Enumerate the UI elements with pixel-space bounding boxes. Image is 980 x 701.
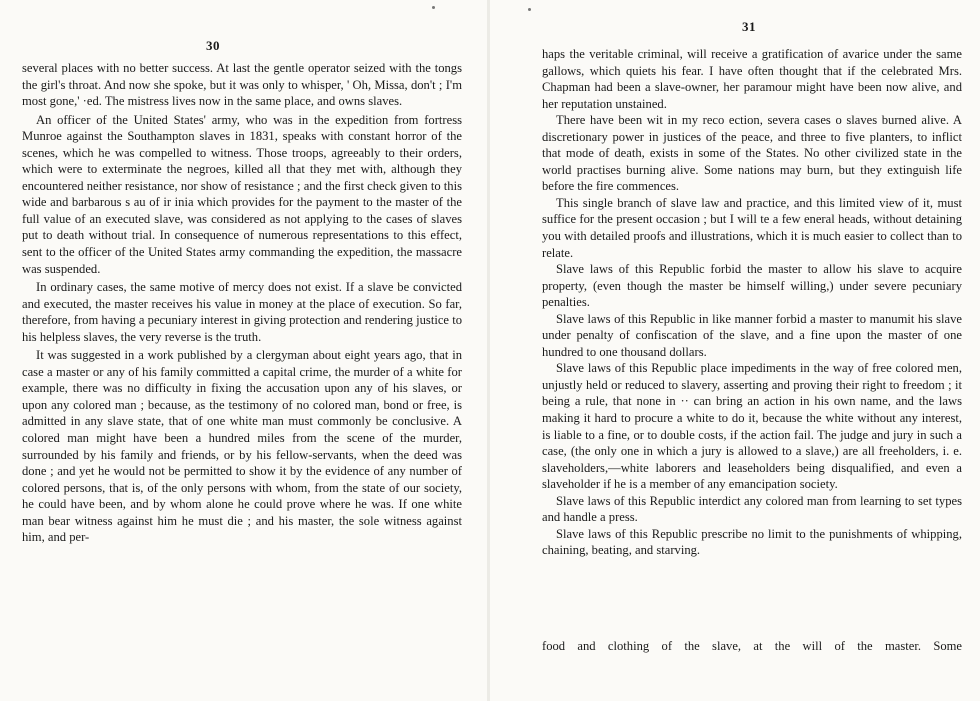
paragraph: It was suggested in a work published by a clergyman about eight years ago, that in case a master or any of his family committed a capital crime, the murder of a white for example, there was no difficulty in fixing the accusation upon any of his slaves, or upon any colored man ; because, as the testimony of no colored man, bond or free, is admitted in any slave state, that of one white man must commonly be conclusive. A colored man might have been a hundred miles from the scene of the murder, surrounded by his family and friends, or by his fellow-servants, when the deed was done ; and yet he would not be permitted to show it by the evidence of any number of colored persons, that is, of the only persons with whom, from the state of our society, he could have been, and by whom alone he could prove where he was. If one white man bear witness against him he must die ; and his master, the sole witness against him, and per- — [22, 348, 462, 545]
paragraph: Slave laws of this Republic interdict any colored man from learning to set types and handle a press. — [542, 493, 962, 525]
paragraph: several places with no better success. At last the gentle operator seized with the tongs the girl's throat. And now she spoke, but it was only to whisper, ' Oh, Missa, don't ; I'm most gone,' ·ed. The mistress lives now in the same place, and owns slaves. — [22, 61, 462, 109]
paragraph: An officer of the United States' army, who was in the expedition from fortress Munroe against the Southampton slaves in 1831, speaks with constant horror of the scenes, which he was compelled to witness. Those troops, agreeably to their orders, which were to exterminate the negroes, killed all that they met with, although they encountered neither resistance, nor show of resistance ; and the first check given to this wide and barbarous s au of ir inia which provides for the payment to the master of the full value of an executed slave, was considered as not applying to the cases of slaves put to death without trial. In consequence of numerous representations to this effect, sent to the officer of the United States army commanding the expedition, the massacre was suspended. — [22, 112, 462, 276]
paragraph: Slave laws of this Republic prescribe no limit to the punishments of whipping, chaining, beating, and starving. — [542, 526, 962, 558]
right-page — [490, 0, 980, 701]
page-last-line: food and clothing of the slave, at the will of the master. Some — [542, 639, 962, 653]
paragraph: haps the veritable criminal, will receive a gratification of avarice under the same gallows, which quiets his fear. I have often thought that if the celebrated Mrs. Chapman had been a slave-owner, her paramour might have been now alive, and her reputation unstained. — [542, 47, 962, 111]
paragraph: In ordinary cases, the same motive of mercy does not exist. If a slave be convicted and executed, the master receives his value in money at the place of execution. So far, therefore, from having a pecuniary interest in giving protection and rendering justice to his helpless slaves, the very reverse is the truth. — [22, 280, 462, 344]
paragraph: Slave laws of this Republic forbid the master to allow his slave to acquire property, (even though the master be himself willing,) under severe pecuniary penalties. — [542, 262, 962, 310]
left-page — [0, 0, 488, 701]
paragraph: Slave laws of this Republic place impediments in the way of free colored men, unjustly held or reduced to slavery, asserting and proving their right to freedom ; it being a rule, that none in ·· can bring an action in his own name, and the laws making it hard to procure a white to do it, because the white without any interest, is liable to a fine, or to double costs, if the action fail. The judge and jury in such a case, (the only one in which a jury is allowed to a slave,) are all freeholders, i. e. slaveholders,—white laborers and leaseholders being disqualified, and even a slaveholder if he is a member of any emancipation society. — [542, 361, 962, 492]
paragraph: This single branch of slave law and practice, and this limited view of it, must suffice for the present occasion ; but I will te a few eneral heads, without detaining you with detailed proofs and illustrations, which it is much easier to collect than to relate. — [542, 195, 962, 260]
print-speck — [432, 6, 435, 9]
page-body — [542, 46, 962, 559]
page-body — [22, 60, 462, 546]
paragraph: There have been wit in my reco ection, severa cases o slaves burned alive. A discretionary power in justices of the peace, and three to five planters, to inflict that mode of death, exists in some of the States. No other civilized state in the world practises burning alive. Some nations may burn, but they extinguish life before the fire commences. — [542, 113, 962, 194]
page-number: 30 — [206, 38, 220, 53]
paragraph: Slave laws of this Republic in like manner forbid a master to manumit his slave under penalty of confiscation of the slave, and a fine upon the master of one hundred to one thousand dollars. — [542, 311, 962, 359]
page-number: 31 — [742, 19, 756, 34]
print-speck — [528, 8, 531, 11]
